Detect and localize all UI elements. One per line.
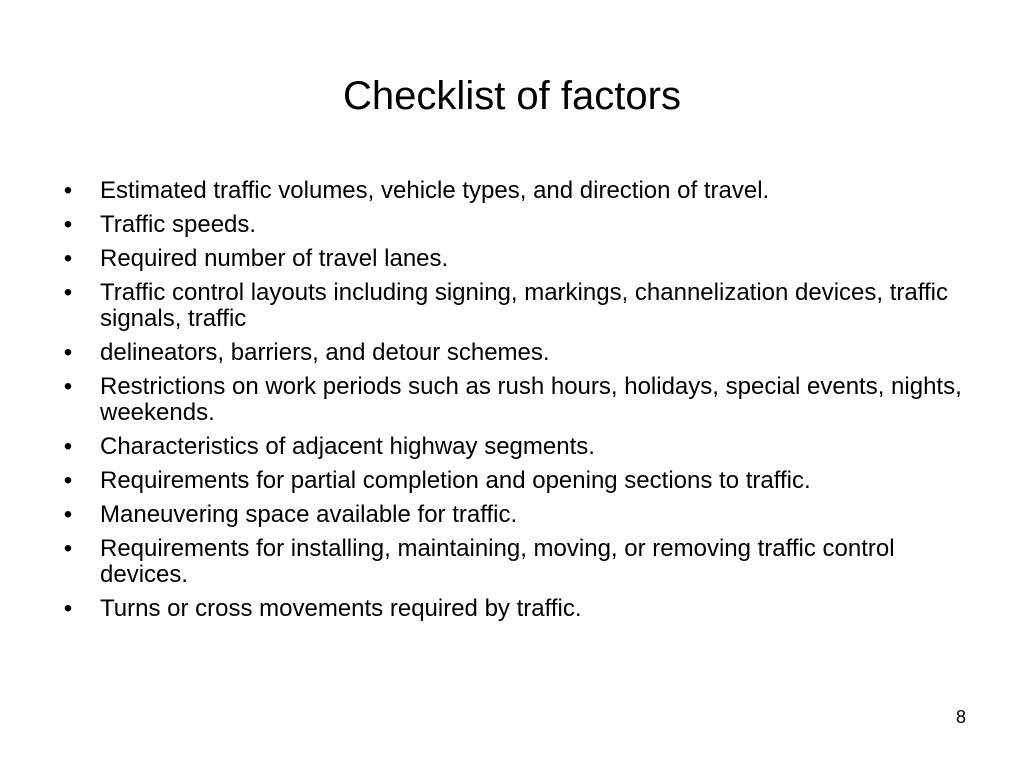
bullet-item bbox=[58, 502, 978, 528]
bullet-item bbox=[58, 468, 978, 494]
bullet-icon: • bbox=[63, 339, 73, 366]
bullet-icon: • bbox=[63, 535, 73, 562]
bullet-icon: • bbox=[63, 211, 73, 238]
slide-number: 8 bbox=[955, 707, 966, 727]
bullet-text: Characteristics of adjacent highway segments. bbox=[100, 433, 595, 460]
bullet-icon: • bbox=[63, 467, 73, 494]
bullet-icon: • bbox=[63, 433, 73, 460]
bullet-item bbox=[58, 178, 978, 204]
bullet-icon: • bbox=[63, 245, 73, 272]
bullet-text: Requirements for installing, maintaining, moving, or removing traffic control devices. bbox=[100, 535, 895, 588]
bullet-text: Traffic speeds. bbox=[100, 211, 257, 238]
bullet-text: Traffic control layouts including signing, markings, channelization devices, traffic signals, traffic bbox=[100, 279, 948, 332]
bullet-text: Estimated traffic volumes, vehicle types, and direction of travel. bbox=[100, 177, 770, 204]
bullet-item bbox=[58, 536, 978, 588]
bullet-item bbox=[58, 374, 978, 426]
bullet-item bbox=[58, 340, 978, 366]
bullet-text: Restrictions on work periods such as rush hours, holidays, special events, nights, weekends. bbox=[100, 373, 962, 426]
bullet-list bbox=[58, 178, 978, 630]
bullet-icon: • bbox=[63, 177, 73, 204]
bullet-text: delineators, barriers, and detour schemes. bbox=[100, 339, 550, 366]
bullet-text: Required number of travel lanes. bbox=[100, 245, 449, 272]
bullet-item bbox=[58, 596, 978, 622]
bullet-icon: • bbox=[63, 501, 73, 528]
slide-title: Checklist of factors bbox=[343, 74, 681, 118]
bullet-icon: • bbox=[63, 279, 73, 306]
bullet-item bbox=[58, 434, 978, 460]
bullet-item bbox=[58, 246, 978, 272]
bullet-icon: • bbox=[63, 373, 73, 400]
bullet-text: Requirements for partial completion and opening sections to traffic. bbox=[100, 467, 811, 494]
bullet-icon: • bbox=[63, 595, 73, 622]
bullet-item bbox=[58, 212, 978, 238]
bullet-text: Turns or cross movements required by traffic. bbox=[100, 595, 582, 622]
bullet-item bbox=[58, 280, 978, 332]
bullet-text: Maneuvering space available for traffic. bbox=[100, 501, 518, 528]
